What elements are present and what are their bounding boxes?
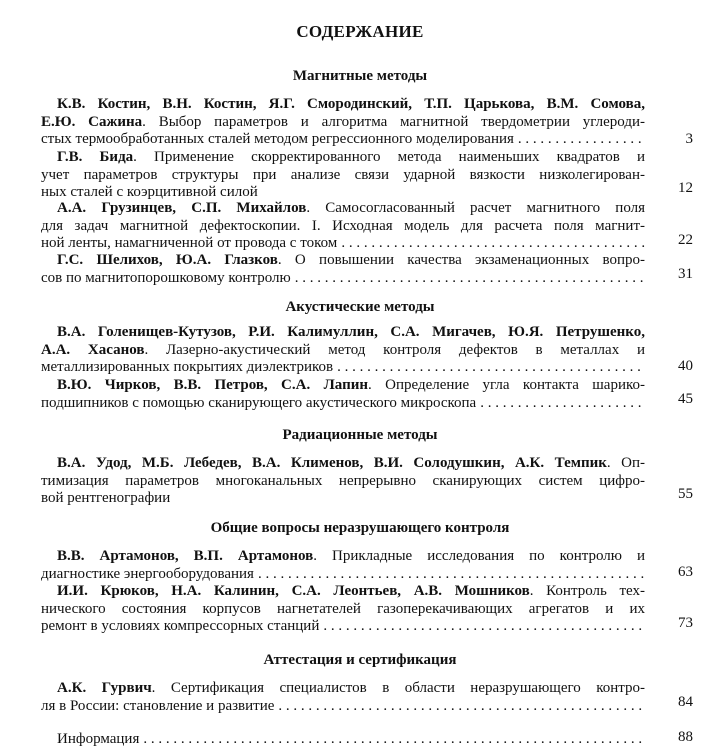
entry-title: . Применение скорректированного метода наименьших квадратов и	[133, 149, 645, 165]
entry-title-end: ремонт в условиях компрессорных станций	[41, 618, 320, 634]
entry-title-end: сов по магнитопорошковому контролю	[41, 269, 291, 286]
entry-title-end: металлизированных покрытиях диэлектриков	[41, 359, 334, 375]
entry-title-end: ной ленты, намагниченной от провода с током	[41, 235, 338, 251]
entry-title-line: нического состояния корпусов нагнетателей газоперекачивающих агрегатов и их	[41, 600, 645, 617]
entry-authors-cont: Е.Ю. Сажина	[41, 113, 143, 130]
leader-dots	[476, 395, 645, 413]
toc-entry-11[interactable]	[57, 731, 645, 749]
entry-title-end: стых термообработанных сталей методом регрессионного моделирования	[41, 131, 514, 147]
entry-title-line: тимизация параметров многоканальных непрерывно сканирующих систем цифро-	[41, 472, 645, 489]
page-number: 73	[678, 615, 693, 631]
toc-entry-10[interactable]	[41, 680, 645, 715]
entry-authors: В.Ю. Чирков, В.В. Петров, С.А. Лапин	[57, 377, 369, 393]
leader-dots	[139, 731, 645, 749]
toc-entry-3[interactable]	[41, 200, 646, 253]
page-number: 55	[678, 486, 693, 502]
toc-entry-5[interactable]	[41, 324, 645, 377]
entry-title: . Контроль тех-	[529, 583, 645, 599]
page-title: СОДЕРЖАНИЕ	[296, 22, 424, 41]
section-heading-certification: Аттестация и сертификация	[263, 652, 457, 668]
entry-title: . Определение угла контакта шарико-	[368, 377, 645, 393]
entry-title-line: учет параметров структуры при анализе связи ударной вязкости низколегирован-	[41, 166, 645, 183]
leader-dots	[514, 131, 645, 149]
entry-title: Информация	[57, 731, 140, 747]
toc-entry-8[interactable]	[41, 548, 645, 583]
toc-entry-4[interactable]	[41, 252, 645, 287]
entry-title: . Прикладные исследования по контролю и	[313, 548, 645, 564]
leader-dots	[319, 618, 645, 636]
page-number: 31	[678, 266, 693, 282]
entry-authors: В.В. Артамонов, В.П. Артамонов	[57, 548, 314, 564]
leader-dots	[254, 566, 645, 584]
entry-authors: К.В. Костин, В.Н. Костин, Я.Г. Смородинский, Т.П. Царькова, В.М. Сомова,	[57, 96, 645, 112]
entry-title: . Сертификация специалистов в области неразрушающего контро-	[151, 680, 645, 696]
entry-authors: Г.С. Шелихов, Ю.А. Глазков	[57, 252, 278, 268]
page-number: 45	[678, 391, 693, 407]
entry-authors: В.А. Удод, М.Б. Лебедев, В.А. Клименов, В.И. Солодушкин, А.К. Темпик	[57, 455, 607, 471]
entry-authors: А.К. Гурвич	[57, 680, 152, 696]
entry-title-line: для задач магнитной дефектоскопии. I. Исходная модель для расчета поля магнит-	[41, 217, 645, 234]
entry-title-end: подшипников с помощью сканирующего акустического микроскопа	[41, 394, 477, 411]
page-number: 22	[678, 232, 693, 248]
entry-authors: В.А. Голенищев-Кутузов, Р.И. Калимуллин, С.А. Мигачев, Ю.Я. Петрушенко,	[57, 324, 645, 340]
entry-title-end: ных сталей с коэрцитивной силой	[41, 184, 258, 200]
page-number: 63	[678, 564, 693, 580]
entry-title: . Оп-	[606, 455, 646, 471]
toc-entry-6[interactable]	[41, 377, 645, 412]
page-number: 84	[678, 694, 693, 710]
entry-title: . Выбор параметров и алгоритма магнитной твердометрии углероди-	[142, 113, 645, 130]
entry-title: . Лазерно-акустический метод контроля дефектов в металлах и	[144, 341, 645, 358]
toc-entry-2[interactable]	[41, 149, 645, 202]
entry-title: . Самосогласованный расчет магнитного поля	[306, 200, 646, 216]
leader-dots	[291, 270, 645, 288]
toc-entry-1[interactable]	[41, 96, 645, 149]
page-number: 12	[678, 180, 693, 196]
page-number: 40	[678, 358, 693, 374]
entry-authors-cont: А.А. Хасанов	[41, 341, 145, 358]
section-heading-radiation: Радиационные методы	[282, 427, 438, 443]
section-heading-magnetic: Магнитные методы	[292, 68, 428, 84]
section-heading-general: Общие вопросы неразрушающего контроля	[210, 520, 510, 536]
entry-title: . О повышении качества экзаменационных вопро-	[277, 252, 645, 268]
leader-dots	[333, 359, 645, 377]
entry-authors: И.И. Крюков, Н.А. Калинин, С.А. Леонтьев, А.В. Мошников	[57, 583, 530, 599]
leader-dots	[274, 698, 645, 716]
entry-title-end: вой рентгенографии	[41, 490, 171, 506]
entry-authors: Г.В. Бида	[57, 149, 134, 165]
page-number: 88	[678, 729, 693, 745]
entry-title-end: диагностике энергооборудования	[41, 565, 254, 582]
toc-entry-7[interactable]	[41, 455, 646, 508]
leader-dots	[337, 235, 645, 253]
entry-authors: А.А. Грузинцев, С.П. Михайлов	[57, 200, 307, 216]
page-number: 3	[685, 131, 693, 147]
toc-entry-9[interactable]	[41, 583, 645, 636]
section-heading-acoustic: Акустические методы	[285, 299, 435, 315]
entry-title-end: ля в России: становление и развитие	[41, 697, 275, 714]
